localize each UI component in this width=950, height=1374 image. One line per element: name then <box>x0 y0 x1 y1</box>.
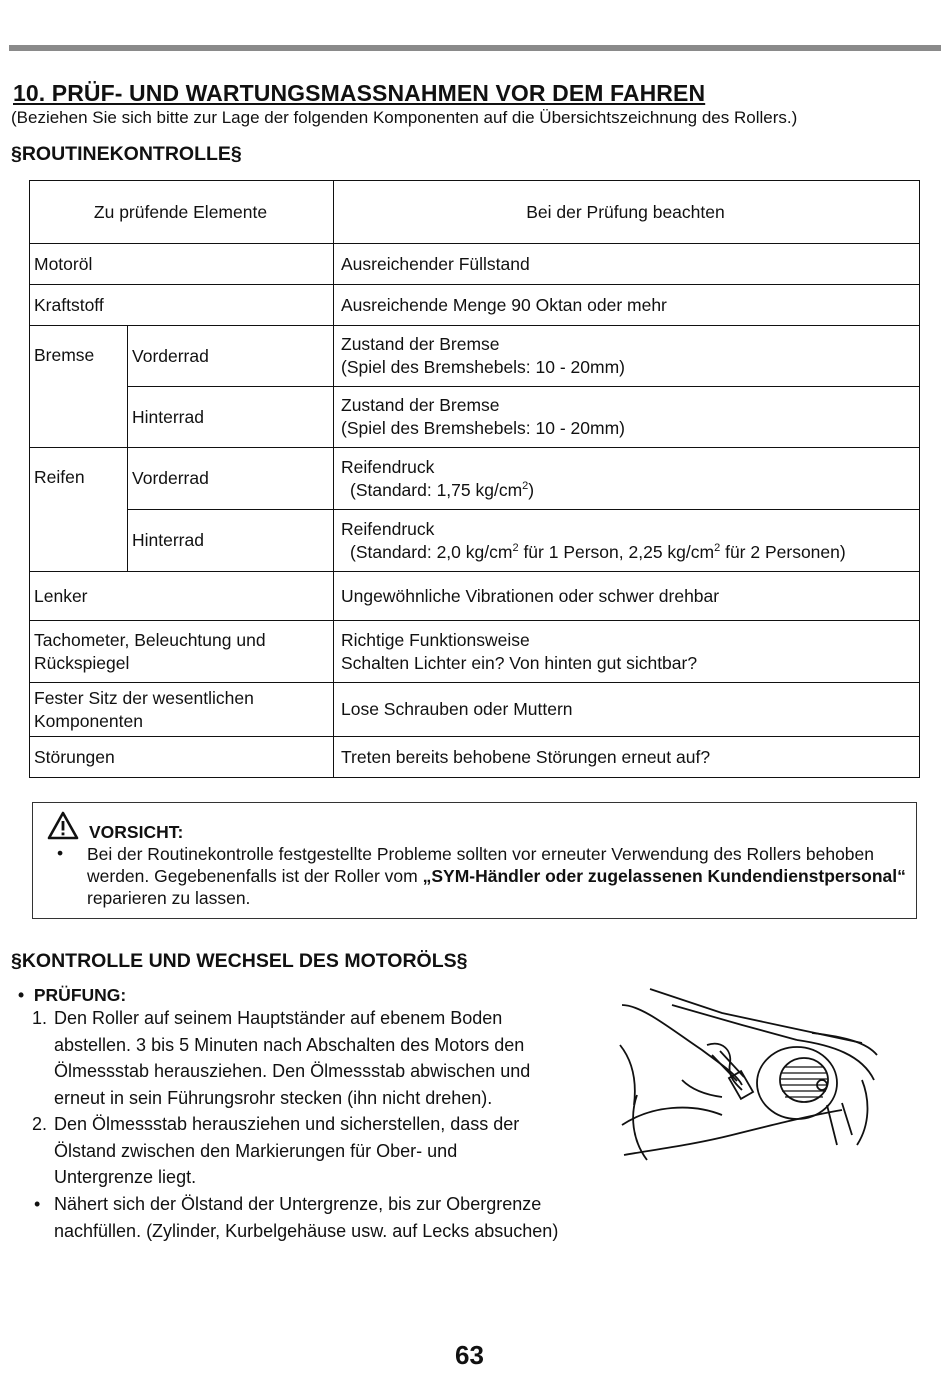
oil-dipstick-illustration <box>612 985 882 1175</box>
cell-line: Schalten Lichter ein? Von hinten gut sichtbar? <box>341 652 698 673</box>
table-cell: Lose Schrauben oder Muttern <box>334 683 920 737</box>
cell-line: (Spiel des Bremshebels: 10 - 20mm) <box>341 418 625 438</box>
caution-title: VORSICHT: <box>89 822 184 842</box>
table-cell <box>334 448 920 510</box>
table-header-row <box>30 181 920 244</box>
check-title-text: PRÜFUNG: <box>33 985 127 1005</box>
page-subtitle: (Beziehen Sie sich bitte zur Lage der folgenden Komponenten auf die Übersichtszeichnung des Rollers.) <box>11 108 798 127</box>
cell-line: Rückspiegel <box>34 652 130 673</box>
table-header-cell: Bei der Prüfung beachten <box>334 181 920 244</box>
table-header-cell: Zu prüfende Elemente <box>30 181 334 244</box>
table-row <box>30 285 920 326</box>
table-cell: Kraftstoff <box>30 285 334 326</box>
text-part: (Standard: 1,75 kg/cm <box>350 479 523 500</box>
table-cell: Reifen <box>30 448 128 572</box>
table-cell <box>30 683 334 737</box>
table-row <box>30 510 920 572</box>
dealer-emphasis: „SYM-Händler oder zugelassenen Kundendienstpersonal“ <box>422 866 906 886</box>
warning-triangle-icon <box>47 811 79 846</box>
bullet: • <box>57 843 64 863</box>
cell-line: Reifendruck <box>341 518 435 539</box>
table-row <box>30 244 920 285</box>
table-cell <box>334 326 920 387</box>
text-part: Bei der Routinekontrolle festgestellte Probleme sollten vor erneuter Verwendung des Rollers behoben werden. Gegebenenfalls ist der Roller vom <box>87 844 874 886</box>
table-cell: Bremse <box>30 326 128 448</box>
cell-line: Komponenten <box>34 710 143 731</box>
caution-text <box>87 843 907 909</box>
cell-line: Reifendruck <box>341 456 435 477</box>
table-cell: Hinterrad <box>128 387 334 448</box>
table-row <box>30 387 920 448</box>
table-cell <box>334 621 920 683</box>
table-row <box>30 448 920 510</box>
text-part: reparieren zu lassen. <box>87 888 251 908</box>
table-cell: Hinterrad <box>128 510 334 572</box>
cell-line: (Spiel des Bremshebels: 10 - 20mm) <box>341 357 625 377</box>
table-cell: Vorderrad <box>128 448 334 510</box>
table-row <box>30 326 920 387</box>
superscript: 2 <box>714 541 721 554</box>
cell-line <box>341 479 913 502</box>
bullet: • <box>18 985 25 1005</box>
page-title: 10. PRÜF- UND WARTUNGSMASSNAHMEN VOR DEM FAHREN <box>13 80 706 106</box>
cell-line: Tachometer, Beleuchtung und <box>34 629 266 650</box>
cell-line <box>341 541 913 564</box>
table-cell <box>30 621 334 683</box>
text-part: ) <box>528 479 535 500</box>
cell-line: Fester Sitz der wesentlichen <box>34 687 254 708</box>
step-number: 2. <box>32 1114 48 1134</box>
text-part: für 2 Personen) <box>720 541 846 562</box>
table-cell: Vorderrad <box>128 326 334 387</box>
table-cell: Ausreichende Menge 90 Oktan oder mehr <box>334 285 920 326</box>
routine-check-table <box>29 180 920 778</box>
section-title-oil: §KONTROLLE UND WECHSEL DES MOTORÖLS§ <box>11 950 468 972</box>
step-text: Den Ölmessstab herausziehen und sicherstellen, dass der Ölstand zwischen den Markierungen für Ober- und Untergrenze liegt. <box>54 1114 520 1187</box>
step-text: Nähert sich der Ölstand der Untergrenze, bis zur Obergrenze nachfüllen. (Zylinder, Kurbelgehäuse usw. auf Lecks absuchen) <box>54 1194 559 1241</box>
text-part: (Standard: 2,0 kg/cm <box>350 541 513 562</box>
table-cell: Motoröl <box>30 244 334 285</box>
table-cell: Lenker <box>30 572 334 621</box>
cell-line: Zustand der Bremse <box>341 334 500 354</box>
top-rule <box>9 45 941 51</box>
superscript: 2 <box>512 541 519 554</box>
step-number: 1. <box>32 1008 48 1028</box>
table-cell <box>334 510 920 572</box>
table-row <box>30 621 920 683</box>
table-cell: Ausreichender Füllstand <box>334 244 920 285</box>
table-cell <box>334 387 920 448</box>
step-text: Den Roller auf seinem Hauptständer auf ebenem Boden abstellen. 3 bis 5 Minuten nach Abschalten des Motors den Ölmessstab herausziehen. Den Ölmessstab abwischen und erneut in sein Führungsrohr stecken (ihn nicht drehen). <box>54 1008 531 1108</box>
table-row <box>30 572 920 621</box>
table-row <box>30 683 920 737</box>
caution-box <box>32 802 917 919</box>
table-cell: Ungewöhnliche Vibrationen oder schwer drehbar <box>334 572 920 621</box>
table-cell: Störungen <box>30 737 334 778</box>
page-number: 63 <box>455 1340 484 1370</box>
cell-line: Richtige Funktionsweise <box>341 629 530 650</box>
cell-line: Zustand der Bremse <box>341 395 500 415</box>
bullet: • <box>34 1194 41 1214</box>
text-part: für 1 Person, 2,25 kg/cm <box>518 541 715 562</box>
section-title-routine: §ROUTINEKONTROLLE§ <box>11 143 242 165</box>
superscript: 2 <box>522 479 529 492</box>
table-cell: Treten bereits behobene Störungen erneut auf? <box>334 737 920 778</box>
table-row <box>30 737 920 778</box>
